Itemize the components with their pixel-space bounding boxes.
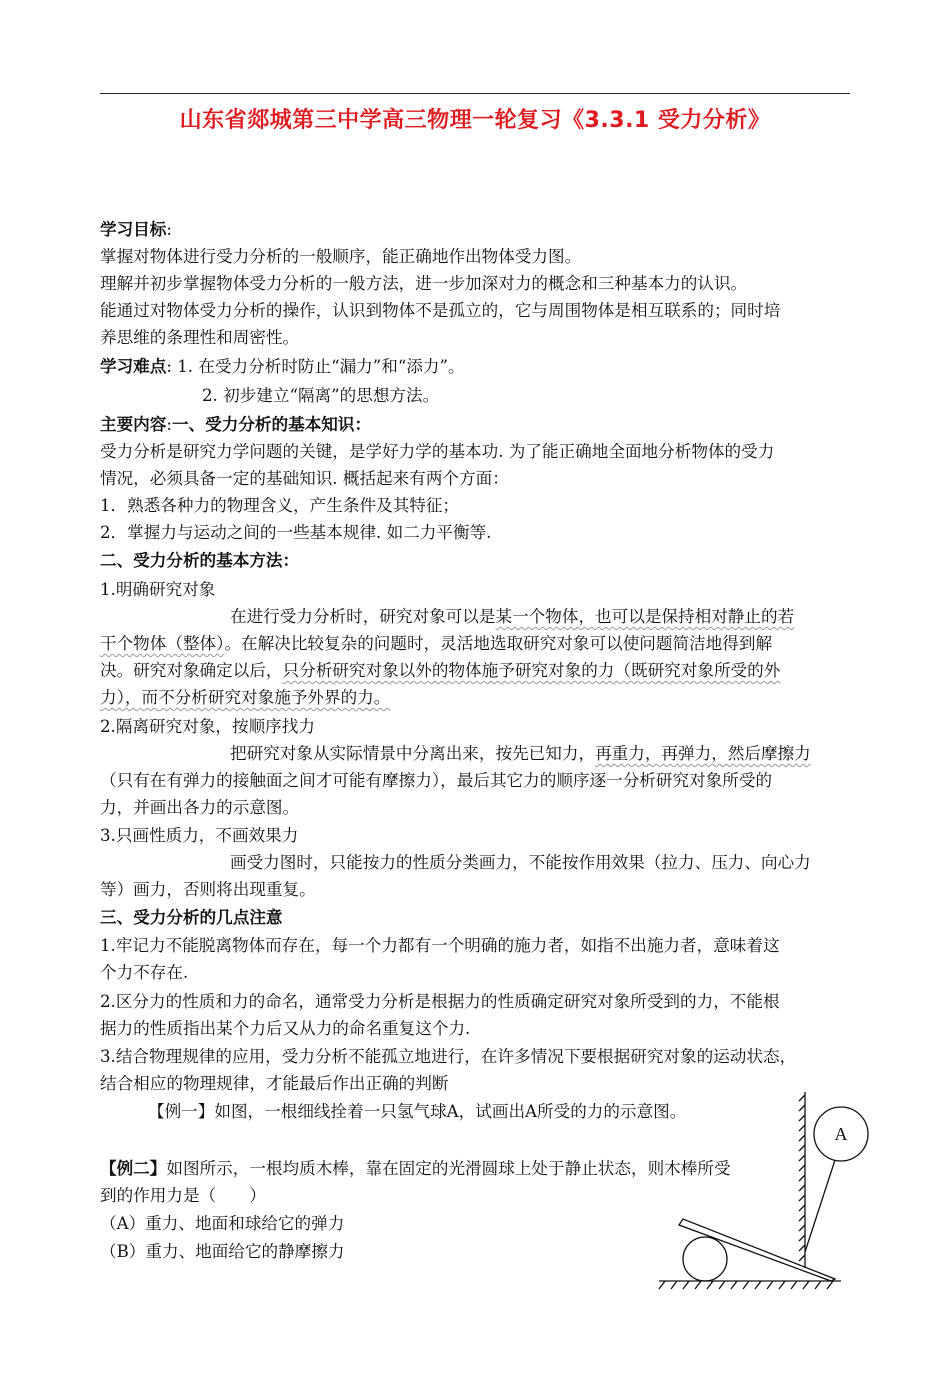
section3-heading: 三、受力分析的几点注意 <box>100 908 283 927</box>
section3-line: 结合相应的物理规律，才能最后作出正确的判断 <box>100 1074 449 1093</box>
section2-sub1-title: 1.明确研究对象 <box>100 580 216 599</box>
underlined-text: 某一个物体，也可以是保持相对静止的若 <box>495 607 795 626</box>
main-heading-line <box>100 413 371 437</box>
main-paragraph-line: 2．掌握力与运动之间的一些基本规律. 如二力平衡等. <box>100 523 492 542</box>
section2-heading: 二、受力分析的基本方法： <box>100 551 300 570</box>
section2-sub3-line: 等）画力，否则将出现重复。 <box>100 880 316 899</box>
section3-line: 据力的性质指出某个力后又从力的命名重复这个力. <box>100 1019 471 1038</box>
example2-text: 如图所示，一根均质木棒，靠在固定的光滑圆球上处于静止状态，则木棒所受 <box>166 1159 731 1178</box>
section2-sub2-line: （只有在有弹力的接触面之间才可能有摩擦力），最后其它力的顺序逐一分析研究对象所受的 <box>100 771 773 790</box>
sphere-circle <box>683 1237 727 1281</box>
main-heading-label: 主要内容 <box>100 415 167 434</box>
example2-line <box>100 1157 731 1181</box>
main-heading-rest: 一、受力分析的基本知识： <box>171 415 372 434</box>
difficulty-item: : 1. 在受力分析时防止“漏力”和“添力”。 <box>166 357 465 376</box>
section3-line: 2.区分力的性质和力的命名，通常受力分析是根据力的性质确定研究对象所受到的力，不能根 <box>100 992 780 1011</box>
underlined-text: 干个物体（整体） <box>100 634 225 653</box>
main-heading-colon: : <box>166 415 172 434</box>
text-run: 在进行受力分析时，研究对象可以是 <box>230 607 496 626</box>
rod-sphere-figure <box>655 1215 855 1315</box>
section2-sub2-line: 力，并画出各力的示意图。 <box>100 798 300 817</box>
example1-tag: 【例一】 <box>148 1102 215 1121</box>
section2-sub2-line <box>230 742 811 766</box>
header-rule <box>100 93 850 94</box>
section2-sub1-line <box>100 686 390 710</box>
balloon-label: A <box>834 1124 848 1144</box>
difficulties-heading: 学习难点 <box>100 357 167 376</box>
example2-tag: 【例二】 <box>100 1159 167 1178</box>
rod-shape <box>679 1219 835 1281</box>
text-run: 决。研究对象确定以后， <box>100 661 283 680</box>
main-paragraph-line: 情况，必须具备一定的基础知识. 概括起来有两个方面： <box>100 469 509 488</box>
section2-sub1-line <box>230 605 794 629</box>
example2-line: 到的作用力是（ ） <box>100 1186 266 1205</box>
underlined-text: 只分析研究对象以外的物体施予研究对象的力（既研究对象所受的外 <box>282 661 781 680</box>
objectives-colon: : <box>166 220 172 239</box>
objectives-heading: 学习目标 <box>100 220 167 239</box>
difficulties-line <box>100 355 465 379</box>
text-run: 。在解决比较复杂的问题时，灵活地选取研究对象可以使问题简洁地得到解 <box>224 634 773 653</box>
section2-sub3-line: 画受力图时，只能按力的性质分类画力，不能按作用效果（拉力、压力、向心力 <box>230 853 811 872</box>
text-run: 把研究对象从实际情景中分离出来，按先已知力， <box>230 744 596 763</box>
objective-item: 掌握对物体进行受力分析的一般顺序，能正确地作出物体受力图。 <box>100 247 582 266</box>
section2-sub1-line <box>100 632 772 656</box>
section2-sub3-title: 3.只画性质力，不画效果力 <box>100 826 299 845</box>
objectives-heading-line <box>100 218 172 242</box>
section3-line: 3.结合物理规律的应用，受力分析不能孤立地进行，在许多情况下要根据研究对象的运动状态， <box>100 1047 797 1066</box>
objective-item: 理解并初步掌握物体受力分析的一般方法，进一步加深对力的概念和三种基本力的认识。 <box>100 274 748 293</box>
example2-option: （B）重力、地面给它的静摩擦力 <box>100 1242 345 1261</box>
underlined-text: 不分析研究对象施予外界的力。 <box>158 688 391 707</box>
example1-text: 如图，一根细线拴着一只氢气球A，试画出A所受的力的示意图。 <box>214 1102 687 1121</box>
objective-item: 能通过对物体受力分析的操作，认识到物体不是孤立的，它与周围物体是相互联系的；同时培 <box>100 301 781 320</box>
example1-line <box>148 1100 686 1124</box>
section2-sub2-title: 2.隔离研究对象，按顺序找力 <box>100 717 315 736</box>
main-paragraph-line: 1．熟悉各种力的物理含义，产生条件及其特征； <box>100 496 460 515</box>
section3-line: 个力不存在. <box>100 963 189 982</box>
section3-line: 1.牢记力不能脱离物体而存在，每一个力都有一个明确的施力者，如指不出施力者，意味着这 <box>100 936 780 955</box>
section2-sub1-line <box>100 659 780 683</box>
example2-option: （A）重力、地面和球给它的弹力 <box>100 1214 345 1233</box>
difficulty-item: 2. 初步建立“隔离”的思想方法。 <box>202 386 440 405</box>
main-paragraph-line: 受力分析是研究力学问题的关键，是学好力学的基本功. 为了能正确地全面地分析物体的受力 <box>100 442 775 461</box>
underlined-text: 再重力，再弹力，然后摩擦力 <box>595 744 811 763</box>
underlined-text: 力），而 <box>100 688 159 707</box>
page-title: 山东省郯城第三中学高三物理一轮复习《3.3.1 受力分析》 <box>179 108 771 133</box>
objective-item: 养思维的条理性和周密性。 <box>100 328 300 347</box>
